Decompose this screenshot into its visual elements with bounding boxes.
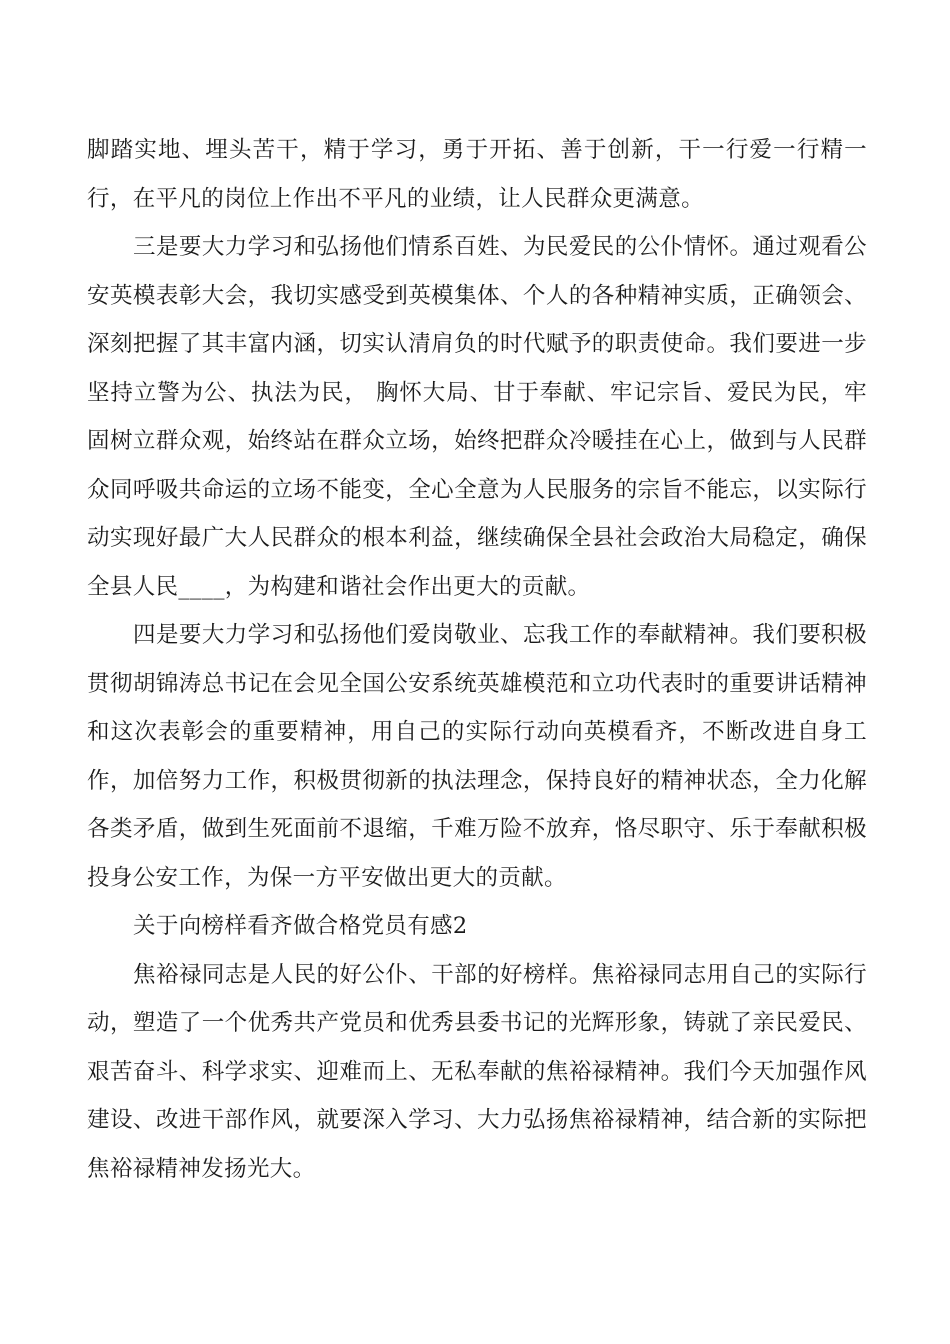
paragraph-jiao-yulu: 焦裕禄同志是人民的好公仆、干部的好榜样。焦裕禄同志用自己的实际行动，塑造了一个优秀共产党员和优秀县委书记的光辉形象，铸就了亲民爱民、艰苦奋斗、科学求实、迎难而上、无私奉献的焦裕禄精神。我们今天加强作风建设、改进干部作风，就要深入学习、大力弘扬焦裕禄精神，结合新的实际把焦裕禄精神发扬光大。: [87, 961, 867, 1182]
section-heading: 关于向榜样看齐做合格党员有感2: [133, 913, 468, 939]
paragraph-continuation: 脚踏实地、埋头苦干，精于学习，勇于开拓、善于创新，干一行爱一行精一行，在平凡的岗位上作出不平凡的业绩，让人民群众更满意。: [87, 137, 867, 212]
paragraph-point-four: 四是要大力学习和弘扬他们爱岗敬业、忘我工作的奉献精神。我们要积极贯彻胡锦涛总书记在会见全国公安系统英雄模范和立功代表时的重要讲话精神和这次表彰会的重要精神，用自己的实际行动向英模看齐，不断改进自身工作，加倍努力工作，积极贯彻新的执法理念，保持良好的精神状态，全力化解各类矛盾，做到生死面前不退缩，千难万险不放弃，恪尽职守、乐于奉献积极投身公安工作，为保一方平安做出更大的贡献。: [87, 622, 867, 891]
document-body: [87, 126, 867, 1193]
paragraph-point-three: 三是要大力学习和弘扬他们情系百姓、为民爱民的公仆情怀。通过观看公安英模表彰大会，我切实感受到英模集体、个人的各种精神实质，正确领会、深刻把握了其丰富内涵，切实认清肩负的时代赋予的职责使命。我们要进一步坚持立警为公、执法为民， 胸怀大局、甘于奉献、牢记宗旨、爱民为民，牢固树立群众观，始终站在群众立场，始终把群众冷暖挂在心上，做到与人民群众同呼吸共命运的立场不能变，全心全意为人民服务的宗旨不能忘，以实际行动实现好最广大人民群众的根本利益，继续确保全县社会政治大局稳定，确保全县人民____，为构建和谐社会作出更大的贡献。: [87, 234, 867, 600]
